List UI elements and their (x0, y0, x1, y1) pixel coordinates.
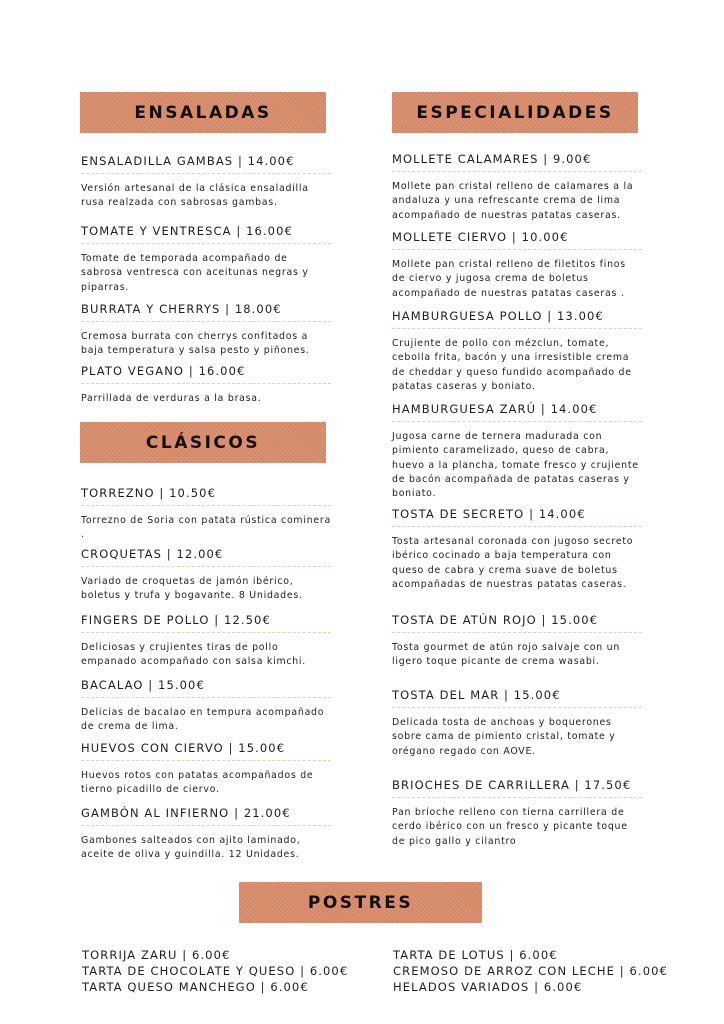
menu-item-description: Jugosa carne de ternera madurada con pimiento caramelizado, queso de cabra, huevo a la plancha, tomate fresco y crujiente de bacón acompañada de patatas caseras y boniato. (392, 431, 639, 500)
menu-item-title: TORREZNO | 10.50€ (81, 486, 331, 506)
menu-item-description: Mollete pan cristal relleno de filetitos finos de ciervo y jugosa crema de boletus acompañado de nuestras patatas caseras . (392, 259, 626, 299)
menu-item-title: CROQUETAS | 12.00€ (81, 547, 331, 567)
menu-item (81, 224, 331, 295)
menu-item (392, 613, 642, 670)
menu-item-description: Delicada tosta de anchoas y boquerones sobre cama de pimiento cristal, tomate y orégano regado con AOVE. (392, 717, 616, 757)
menu-item (392, 688, 642, 759)
menu-item-title: TOSTA DE SECRETO | 14.00€ (392, 507, 642, 527)
menu-item-title: BURRATA Y CHERRYS | 18.00€ (81, 302, 331, 322)
menu-item-title: HAMBURGUESA POLLO | 13.00€ (392, 309, 642, 329)
menu-item-description: Gambones salteados con ajito laminado, aceite de oliva y guindilla. 12 Unidades. (81, 835, 301, 861)
menu-item (392, 230, 642, 301)
menu-item-title: GAMBÓN AL INFIERNO | 21.00€ (81, 806, 331, 826)
postre-item: TARTA DE CHOCOLATE Y QUESO | 6.00€ (82, 964, 349, 978)
menu-item (81, 613, 331, 670)
postre-item: TORRIJA ZARU | 6.00€ (82, 948, 231, 962)
menu-item-title: HAMBURGUESA ZARÚ | 14.00€ (392, 402, 642, 422)
menu-item-description: Deliciosas y crujientes tiras de pollo empanado acompañado con salsa kimchi. (81, 642, 307, 668)
menu-item-description: Parrillada de verduras a la brasa. (81, 393, 262, 404)
menu-item-title: HUEVOS CON CIERVO | 15.00€ (81, 741, 331, 761)
menu-item-description: Tosta artesanal coronada con jugoso secreto ibérico cocinado a baja temperatura con queso de cabra y crema suave de boletus acompañadas de nuestras patatas caseras. (392, 536, 634, 590)
menu-item-title: TOSTA DEL MAR | 15.00€ (392, 688, 642, 708)
menu-item (81, 806, 331, 863)
menu-item-description: Torrezno de Soria con patata rústica cominera . (81, 515, 331, 541)
section-header-ensaladas: ENSALADAS (80, 92, 326, 133)
menu-item-title: TOSTA DE ATÚN ROJO | 15.00€ (392, 613, 642, 633)
menu-item-description: Crujiente de pollo con mézclun, tomate, cebolla frita, bacón y una irresistible crema de cheddar y queso fundido acompañado de patatas caseras y boniato. (392, 338, 632, 392)
menu-item-title: MOLLETE CALAMARES | 9.00€ (392, 152, 642, 172)
menu-item-description: Tosta gourmet de atún rojo salvaje con un ligero toque picante de crema wasabi. (392, 642, 621, 668)
menu-item-description: Delicias de bacalao en tempura acompañado de crema de lima. (81, 707, 325, 733)
menu-item (81, 486, 331, 543)
menu-item-description: Versión artesanal de la clásica ensaladilla rusa realzada con sabrosas gambas. (81, 183, 309, 209)
section-header-clasicos: CLÁSICOS (80, 422, 326, 463)
menu-item-description: Huevos rotos con patatas acompañados de tierno picadillo de ciervo. (81, 770, 314, 796)
menu-item (392, 778, 642, 849)
menu-item-title: BACALAO | 15.00€ (81, 678, 331, 698)
menu-item-title: ENSALADILLA GAMBAS | 14.00€ (81, 154, 331, 174)
menu-item-title: PLATO VEGANO | 16.00€ (81, 364, 331, 384)
menu-item (81, 364, 331, 406)
menu-item (392, 507, 642, 592)
menu-item (81, 302, 331, 359)
menu-item-description: Variado de croquetas de jamón ibérico, boletus y trufa y bogavante. 8 Unidades. (81, 576, 303, 602)
section-header-postres: POSTRES (239, 882, 482, 923)
menu-item-title: BRIOCHES DE CARRILLERA | 17.50€ (392, 778, 642, 798)
postre-item: HELADOS VARIADOS | 6.00€ (393, 980, 583, 994)
menu-item (81, 741, 331, 798)
postre-item: TARTA DE LOTUS | 6.00€ (393, 948, 558, 962)
menu-item-title: FINGERS DE POLLO | 12.50€ (81, 613, 331, 633)
menu-item-description: Mollete pan cristal relleno de calamares a la andaluza y una refrescante crema de lima acompañado de nuestras patatas caseras. (392, 181, 634, 221)
menu-item-description: Pan brioche relleno con tierna carrillera de cerdo ibérico con un fresco y picante toque de pico gallo y cilantro (392, 807, 628, 847)
section-header-especialidades: ESPECIALIDADES (392, 92, 638, 133)
menu-item (81, 547, 331, 604)
menu-item (392, 309, 642, 394)
postre-item: CREMOSO DE ARROZ CON LECHE | 6.00€ (393, 964, 668, 978)
menu-item-title: TOMATE Y VENTRESCA | 16.00€ (81, 224, 331, 244)
menu-item-description: Cremosa burrata con cherrys confitados a baja temperatura y salsa pesto y piñones. (81, 331, 310, 357)
menu-item (81, 154, 331, 211)
menu-item-description: Tomate de temporada acompañado de sabrosa ventresca con aceitunas negras y piparras. (81, 253, 309, 293)
menu-item (392, 152, 642, 223)
menu-item-title: MOLLETE CIERVO | 10.00€ (392, 230, 642, 250)
postre-item: TARTA QUESO MANCHEGO | 6.00€ (82, 980, 309, 994)
menu-item (392, 402, 642, 501)
menu-item (81, 678, 331, 735)
